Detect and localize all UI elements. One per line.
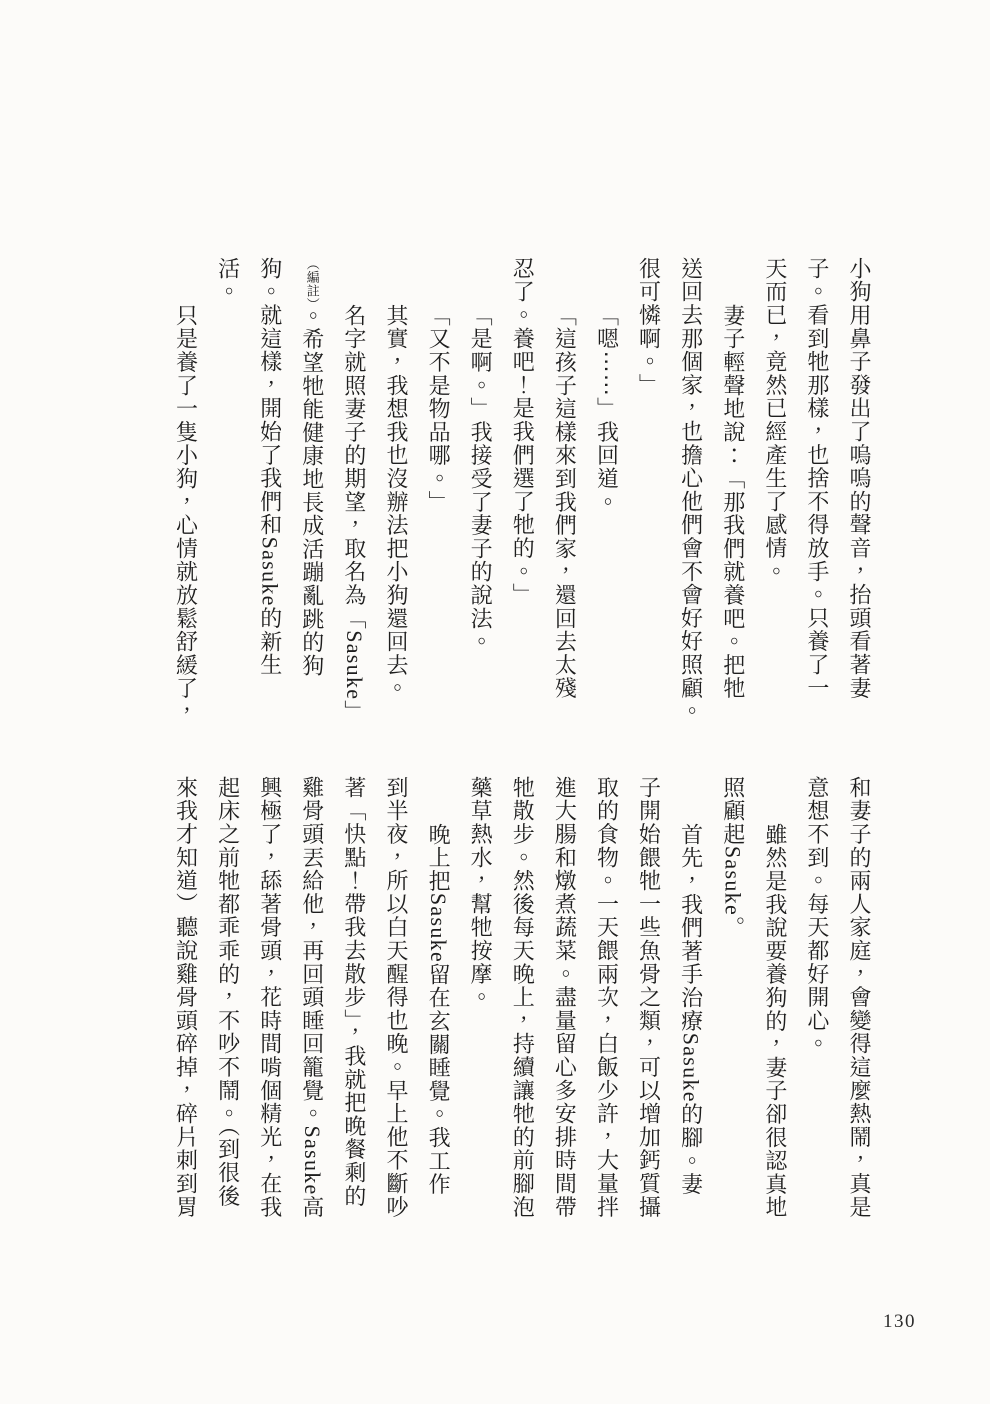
- text-column: 子開始餵牠一些魚骨之類，可以增加鈣質攝: [636, 776, 662, 1219]
- text-column: 來我才知道）聽說雞骨頭碎掉，碎片刺到胃: [173, 776, 199, 1219]
- text-column: 起床之前牠都乖乖的，不吵不鬧。（到很後: [215, 776, 241, 1208]
- text-column: 首先，我們著手治療Sasuke的腳。妻: [678, 823, 704, 1197]
- editor-note-marker: （編註）: [304, 257, 320, 305]
- text-block-bottom: [162, 776, 880, 1228]
- text-column: 晚上把Sasuke留在玄關睡覺。我工作: [426, 823, 452, 1197]
- text-column: [291, 257, 333, 709]
- text-column: 其實，我想我也沒辦法把小狗還回去。: [383, 304, 409, 701]
- text-column: 「又不是物品哪。」: [426, 304, 452, 514]
- text-column: 妻子輕聲地說：「那我們就養吧。把牠: [720, 304, 746, 701]
- text-column: 天而已，竟然已經產生了感情。: [762, 257, 788, 584]
- text-column: 照顧起Sasuke。: [720, 776, 746, 940]
- text-column: 小狗用鼻子發出了嗚嗚的聲音，抬頭看著妻: [847, 257, 872, 700]
- text-column: 意想不到。每天都好開心。: [804, 776, 830, 1056]
- page-number: 130: [883, 1311, 916, 1332]
- text-column: 雖然是我說要養狗的，妻子卻很認真地: [762, 823, 788, 1220]
- text-column: 子。看到牠那樣，也捨不得放手。只養了一: [804, 257, 830, 700]
- text-block-top: [162, 257, 880, 724]
- text-column: 進大腸和燉煮蔬菜。盡量留心多安排時間帶: [552, 776, 578, 1219]
- text-column: 「這孩子這樣來到我們家，還回去太殘: [552, 304, 578, 701]
- text-column: 狗。就這樣，開始了我們和Sasuke的新生: [257, 257, 283, 677]
- text-column: 到半夜，所以白天醒得也晚。早上他不斷吵: [383, 776, 409, 1219]
- text-column: 和妻子的兩人家庭，會變得這麼熱鬧，真是: [847, 776, 872, 1219]
- text-column: 「嗯⋯⋯」我回道。: [594, 304, 620, 514]
- text-column: 送回去那個家，也擔心他們會不會好好照顧。: [678, 257, 704, 723]
- text-column: 只是養了一隻小狗，心情就放鬆舒緩了，: [173, 304, 199, 724]
- text-column: 取的食物。一天餵兩次，白飯少許，大量拌: [594, 776, 620, 1219]
- text-column: 活。: [215, 257, 241, 304]
- text-column: 很可憐啊。」: [636, 257, 662, 397]
- text-column: 藥草熱水，幫牠按摩。: [468, 776, 494, 1009]
- text-column: 「是啊。」我接受了妻子的說法。: [468, 304, 494, 654]
- text-column: 著「快點！帶我去散步」，我就把晚餐剩的: [341, 776, 367, 1208]
- text-column-rest: 。希望牠能健康地長成活蹦亂跳的狗: [299, 304, 325, 678]
- text-column: 雞骨頭丟給他，再回頭睡回籠覺。Sasuke高: [299, 776, 325, 1219]
- text-column: 興極了，舔著骨頭，花時間啃個精光，在我: [257, 776, 283, 1219]
- text-column: 牠散步。然後每天晚上，持續讓牠的前腳泡: [510, 776, 536, 1219]
- text-column: 名字就照妻子的期望，取名為「Sasuke」: [341, 304, 367, 724]
- text-column: 忍了。養吧！是我們選了牠的。」: [510, 257, 536, 607]
